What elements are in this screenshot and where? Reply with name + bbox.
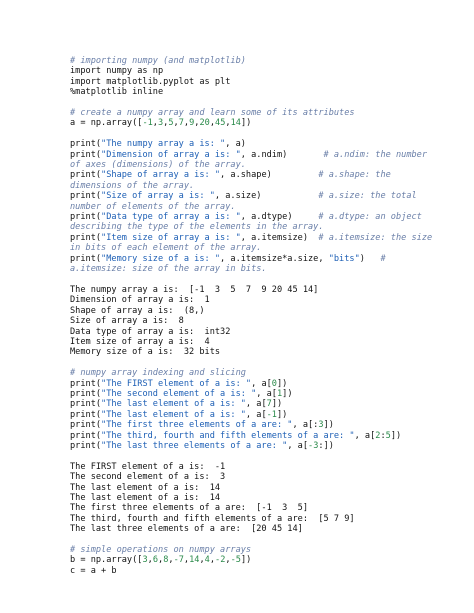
code-token: The first three elements of a are: [-1 3 5] [70, 503, 308, 514]
code-line [70, 410, 465, 420]
code-token: -1 [142, 118, 153, 129]
code-token: 2 [375, 430, 381, 441]
code-line [70, 285, 465, 295]
code-token: Size of array a is: 8 [70, 316, 184, 327]
code-token: ]) [240, 555, 252, 566]
code-token: The last element of a is: 14 [70, 482, 221, 493]
code-token: Item size of array a is: 4 [70, 336, 210, 347]
code-token: ]) [276, 378, 288, 389]
code-line [70, 170, 465, 180]
code-token: "Dimension of array a is: " [101, 149, 241, 160]
code-token: of axes (dimensions) of the array. [70, 160, 246, 171]
code-token: 45 [215, 118, 226, 129]
code-token: 7 [178, 118, 184, 129]
code-token: ]) [276, 409, 288, 420]
code-token: print( [70, 212, 102, 223]
code-token: print( [70, 232, 102, 243]
code-token: , a[ [245, 409, 267, 420]
code-token: , [158, 555, 164, 566]
code-line [70, 295, 465, 305]
code-line [70, 368, 465, 378]
code-token: -5 [230, 555, 241, 566]
blank-line [70, 535, 465, 545]
code-token: : [380, 430, 386, 441]
code-token: print( [70, 253, 102, 264]
code-token: "The last three elements of a are: " [101, 440, 288, 451]
code-token: "The numpy array a is: " [101, 139, 226, 150]
code-token: print( [70, 388, 102, 399]
code-token: The third, fourth and fifth elements of a are: [5 7 9] [70, 513, 355, 524]
code-token: 20 [199, 118, 210, 129]
code-token: ]) [390, 430, 402, 441]
code-line [70, 555, 465, 565]
code-token: c = a + b [70, 565, 117, 576]
code-line [70, 462, 465, 472]
code-token: # create a numpy array and learn some of its attributes [70, 108, 355, 119]
code-token: Memory size of a is: 32 bits [70, 347, 221, 358]
code-line [70, 337, 465, 347]
code-token: 5 [168, 118, 174, 129]
code-line [70, 347, 465, 357]
code-line [70, 233, 465, 243]
code-token: , [168, 555, 174, 566]
code-document [70, 56, 465, 576]
code-token: "The second element of a is: " [101, 388, 257, 399]
code-token: 3 [318, 420, 324, 431]
code-token: ) [359, 253, 381, 264]
code-token: , a[: [292, 420, 319, 431]
code-line [70, 202, 465, 212]
code-line [70, 379, 465, 389]
code-token: "The last element of a is: " [101, 399, 246, 410]
blank-line [70, 129, 465, 139]
code-token: 7 [266, 399, 272, 410]
code-token: , [152, 118, 158, 129]
code-line [70, 306, 465, 316]
code-token: 0 [271, 378, 277, 389]
code-line [70, 108, 465, 118]
code-token: number of elements of the array. [70, 201, 236, 212]
code-token: , [225, 555, 231, 566]
code-line [70, 483, 465, 493]
code-line [70, 77, 465, 87]
code-line [70, 212, 465, 222]
code-token: , [225, 118, 231, 129]
code-token: a = np.array([ [70, 118, 143, 129]
code-line [70, 420, 465, 430]
code-token: "The last element of a is: " [101, 409, 246, 420]
code-token: 1 [276, 388, 283, 399]
code-line [70, 264, 465, 274]
code-token: 5 [385, 430, 391, 441]
code-line [70, 493, 465, 503]
code-token: , [163, 118, 169, 129]
code-token: The last three elements of a are: [20 45 14] [70, 524, 303, 535]
code-token: import numpy as np [70, 66, 164, 77]
code-token: "Item size of array a is: " [101, 232, 241, 243]
code-token: print( [70, 440, 102, 451]
code-token: print( [70, 430, 102, 441]
code-token: -2 [215, 555, 226, 566]
code-token: -3 [308, 440, 319, 451]
code-token: # a.shape: the [318, 170, 391, 181]
code-line [70, 191, 465, 201]
code-token: "Size of array a is: " [101, 191, 215, 202]
code-line [70, 254, 465, 264]
code-line [70, 222, 465, 232]
blank-line [70, 358, 465, 368]
blank-line [70, 451, 465, 461]
code-token: "The first three elements of a are: " [101, 420, 293, 431]
code-token: print( [70, 378, 102, 389]
code-token: in bits of each element of the array. [70, 243, 262, 254]
code-token: # [380, 253, 386, 264]
code-token: a.itemsize: size of the array in bits. [70, 264, 267, 275]
code-token: import matplotlib.pyplot as plt [70, 76, 231, 87]
code-token: Data type of array a is: int32 [70, 326, 231, 337]
code-token: print( [70, 191, 102, 202]
code-token: 8 [163, 555, 169, 566]
code-token: # a.itemsize: the size [318, 232, 433, 243]
code-token: , a.itemsize*a.size, [220, 253, 329, 264]
code-token: , [209, 555, 216, 566]
code-line [70, 87, 465, 97]
code-token: The numpy array a is: [-1 3 5 7 9 20 45 14] [70, 284, 319, 295]
code-token: , [147, 555, 153, 566]
code-token: b = np.array([ [70, 555, 143, 566]
code-line [70, 327, 465, 337]
code-token: , [173, 118, 179, 129]
code-token: , a[ [287, 440, 309, 451]
code-token: "Shape of array a is: " [101, 170, 221, 181]
code-token: , [199, 555, 205, 566]
code-token: "The third, fourth and fifth elements of a are: " [101, 430, 355, 441]
code-token: # simple operations on numpy arrays [70, 545, 252, 555]
code-token: , [183, 555, 190, 566]
code-token: :]) [318, 440, 334, 451]
code-line [70, 66, 465, 76]
code-token: print( [70, 409, 102, 420]
code-token: , a.size) [214, 191, 319, 202]
code-line [70, 150, 465, 160]
code-line [70, 316, 465, 326]
code-token: 3 [157, 118, 164, 129]
code-line [70, 431, 465, 441]
code-token: print( [70, 399, 102, 410]
code-line [70, 389, 465, 399]
code-token: The FIRST element of a is: -1 [70, 461, 226, 472]
code-token: "Memory size of a is: " [101, 253, 221, 264]
code-token: "bits" [328, 253, 360, 264]
code-token: 6 [152, 555, 158, 566]
code-line [70, 118, 465, 128]
code-line [70, 566, 465, 576]
code-line [70, 181, 465, 191]
code-token: ]) [271, 399, 283, 410]
code-token: 4 [204, 555, 210, 566]
code-line [70, 514, 465, 524]
code-token: , [183, 118, 190, 129]
code-token: , a) [225, 139, 246, 150]
code-token: , a[ [354, 430, 376, 441]
code-token: describing the type of the elements in the array. [70, 222, 324, 233]
code-line [70, 139, 465, 149]
code-line [70, 243, 465, 253]
code-token: 9 [189, 118, 195, 129]
code-token: ]) [240, 118, 252, 129]
code-token: # numpy array indexing and slicing [70, 368, 246, 379]
code-token: print( [70, 170, 102, 181]
code-token: 3 [142, 555, 148, 566]
code-token: 14 [189, 555, 200, 566]
code-line [70, 441, 465, 451]
code-token: ]) [282, 388, 293, 399]
code-token: The last element of a is: 14 [70, 492, 221, 503]
code-token: , a.itemsize) [240, 232, 319, 243]
code-token: 14 [230, 118, 241, 129]
code-token: , a.shape) [220, 170, 319, 181]
code-token: , [194, 118, 200, 129]
code-token: "Data type of array a is: " [101, 212, 241, 223]
code-token: "The FIRST element of a is: " [101, 378, 252, 389]
code-token: , a[ [251, 378, 272, 389]
code-line [70, 160, 465, 170]
code-token: ]) [323, 420, 334, 431]
code-line [70, 503, 465, 513]
code-token: %matplotlib inline [70, 87, 164, 98]
code-line [70, 399, 465, 409]
code-token: # a.size: the total [318, 191, 417, 202]
code-line [70, 472, 465, 482]
code-token: print( [70, 149, 102, 160]
code-token: # a.ndim: the number [323, 149, 428, 160]
code-token: , a.dtype) [240, 212, 319, 223]
code-token: , a.ndim) [240, 149, 324, 160]
code-token: -1 [266, 409, 277, 420]
code-token: , a[ [245, 399, 267, 410]
blank-line [70, 275, 465, 285]
code-line [70, 56, 465, 66]
code-token: , [209, 118, 216, 129]
code-line [70, 545, 465, 555]
code-token: Shape of array a is: (8,) [70, 305, 205, 316]
code-token: # a.dtype: an object [318, 212, 422, 223]
blank-line [70, 98, 465, 108]
code-token: print( [70, 420, 102, 431]
code-token: print( [70, 139, 102, 150]
code-token: # importing numpy (and matplotlib) [70, 56, 246, 66]
code-token: , a[ [256, 388, 277, 399]
code-token: -7 [173, 555, 184, 566]
code-line [70, 524, 465, 534]
code-token: Dimension of array a is: 1 [70, 295, 210, 306]
code-token: The second element of a is: 3 [70, 472, 226, 483]
code-token: dimensions of the array. [70, 180, 195, 191]
